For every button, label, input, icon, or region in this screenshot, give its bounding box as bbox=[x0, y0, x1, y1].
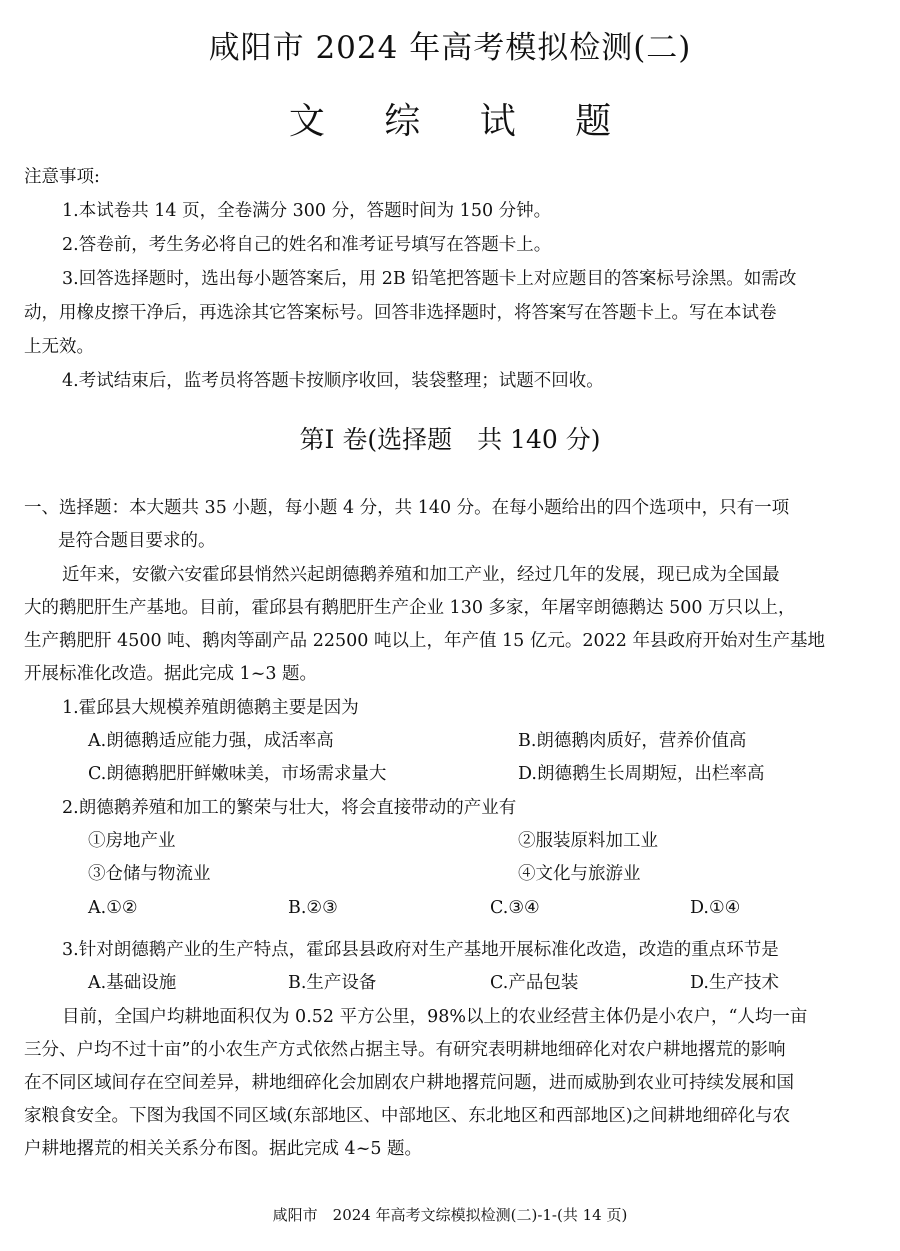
passage-line: 户耕地撂荒的相关关系分布图。据此完成 4~5 题。 bbox=[24, 1139, 423, 1159]
passage-line: 家粮食安全。下图为我国不同区域(东部地区、中部地区、东北地区和西部地区)之间耕地细碎化与农 bbox=[24, 1106, 791, 1126]
notice-item: 4.考试结束后，监考员将答题卡按顺序收回，装袋整理；试题不回收。 bbox=[62, 371, 604, 391]
option-a: A.基础设施 bbox=[88, 973, 177, 993]
option-c: C.产品包装 bbox=[490, 973, 579, 993]
question-stem: 3.针对朗德鹅产业的生产特点，霍邱县县政府对生产基地开展标准化改造，改造的重点环节是 bbox=[62, 940, 779, 960]
option-a: A.①② bbox=[88, 898, 138, 918]
option-b: B.生产设备 bbox=[288, 973, 377, 993]
instructions-line: 是符合题目要求的。 bbox=[58, 531, 216, 551]
passage-line: 近年来，安徽六安霍邱县悄然兴起朗德鹅养殖和加工产业，经过几年的发展，现已成为全国最 bbox=[62, 565, 780, 585]
instructions-line: 一、选择题：本大题共 35 小题，每小题 4 分，共 140 分。在每小题给出的四个选项中，只有一项 bbox=[24, 498, 790, 518]
option-d: D.①④ bbox=[690, 898, 741, 918]
notice-item: 3.回答选择题时，选出每小题答案后，用 2B 铅笔把答题卡上对应题目的答案标号涂黑。如需改 bbox=[62, 269, 797, 289]
option-c: C.③④ bbox=[490, 898, 540, 918]
passage-line: 目前，全国户均耕地面积仅为 0.52 平方公里，98%以上的农业经营主体仍是小农户，“人均一亩 bbox=[62, 1007, 808, 1027]
notice-item: 1.本试卷共 14 页，全卷满分 300 分，答题时间为 150 分钟。 bbox=[62, 201, 552, 221]
option-b: B.朗德鹅肉质好，营养价值高 bbox=[518, 731, 747, 751]
passage-line: 大的鹅肥肝生产基地。目前，霍邱县有鹅肥肝生产企业 130 多家，年屠宰朗德鹅达 500 万只以上， bbox=[24, 598, 796, 618]
notice-item: 2.答卷前，考生务必将自己的姓名和准考证号填写在答题卡上。 bbox=[62, 235, 552, 255]
option-c: C.朗德鹅肥肝鲜嫩味美，市场需求量大 bbox=[88, 764, 387, 784]
statement-item: ④文化与旅游业 bbox=[518, 864, 641, 884]
notice-heading: 注意事项: bbox=[24, 167, 100, 187]
statement-item: ①房地产业 bbox=[88, 831, 176, 851]
statement-item: ③仓储与物流业 bbox=[88, 864, 211, 884]
statement-item: ②服装原料加工业 bbox=[518, 831, 658, 851]
exam-title: 咸阳市 2024 年高考模拟检测(二) bbox=[208, 30, 692, 66]
option-d: D.朗德鹅生长周期短，出栏率高 bbox=[518, 764, 765, 784]
option-d: D.生产技术 bbox=[690, 973, 779, 993]
question-stem: 1.霍邱县大规模养殖朗德鹅主要是因为 bbox=[62, 698, 359, 718]
passage-line: 生产鹅肥肝 4500 吨、鹅肉等副产品 22500 吨以上，年产值 15 亿元。2022 年县政府开始对生产基地 bbox=[24, 631, 825, 651]
notice-item: 动，用橡皮擦干净后，再选涂其它答案标号。回答非选择题时，将答案写在答题卡上。写在本试卷 bbox=[24, 303, 777, 323]
passage-line: 在不同区域间存在空间差异，耕地细碎化会加剧农户耕地撂荒问题，进而威胁到农业可持续发展和国 bbox=[24, 1073, 794, 1093]
notice-item: 上无效。 bbox=[24, 337, 94, 357]
question-stem: 2.朗德鹅养殖和加工的繁荣与壮大，将会直接带动的产业有 bbox=[62, 798, 517, 818]
page-footer: 咸阳市 2024 年高考文综模拟检测(二)-1-(共 14 页) bbox=[272, 1206, 628, 1224]
exam-subtitle: 文 综 试 题 bbox=[288, 101, 636, 142]
option-b: B.②③ bbox=[288, 898, 338, 918]
option-a: A.朗德鹅适应能力强，成活率高 bbox=[88, 731, 334, 751]
passage-line: 开展标准化改造。据此完成 1~3 题。 bbox=[24, 664, 318, 684]
section-title: 第Ⅰ 卷(选择题 共 140 分) bbox=[299, 425, 601, 454]
passage-line: 三分、户均不过十亩”的小农生产方式依然占据主导。有研究表明耕地细碎化对农户耕地撂荒的影响 bbox=[24, 1040, 786, 1060]
